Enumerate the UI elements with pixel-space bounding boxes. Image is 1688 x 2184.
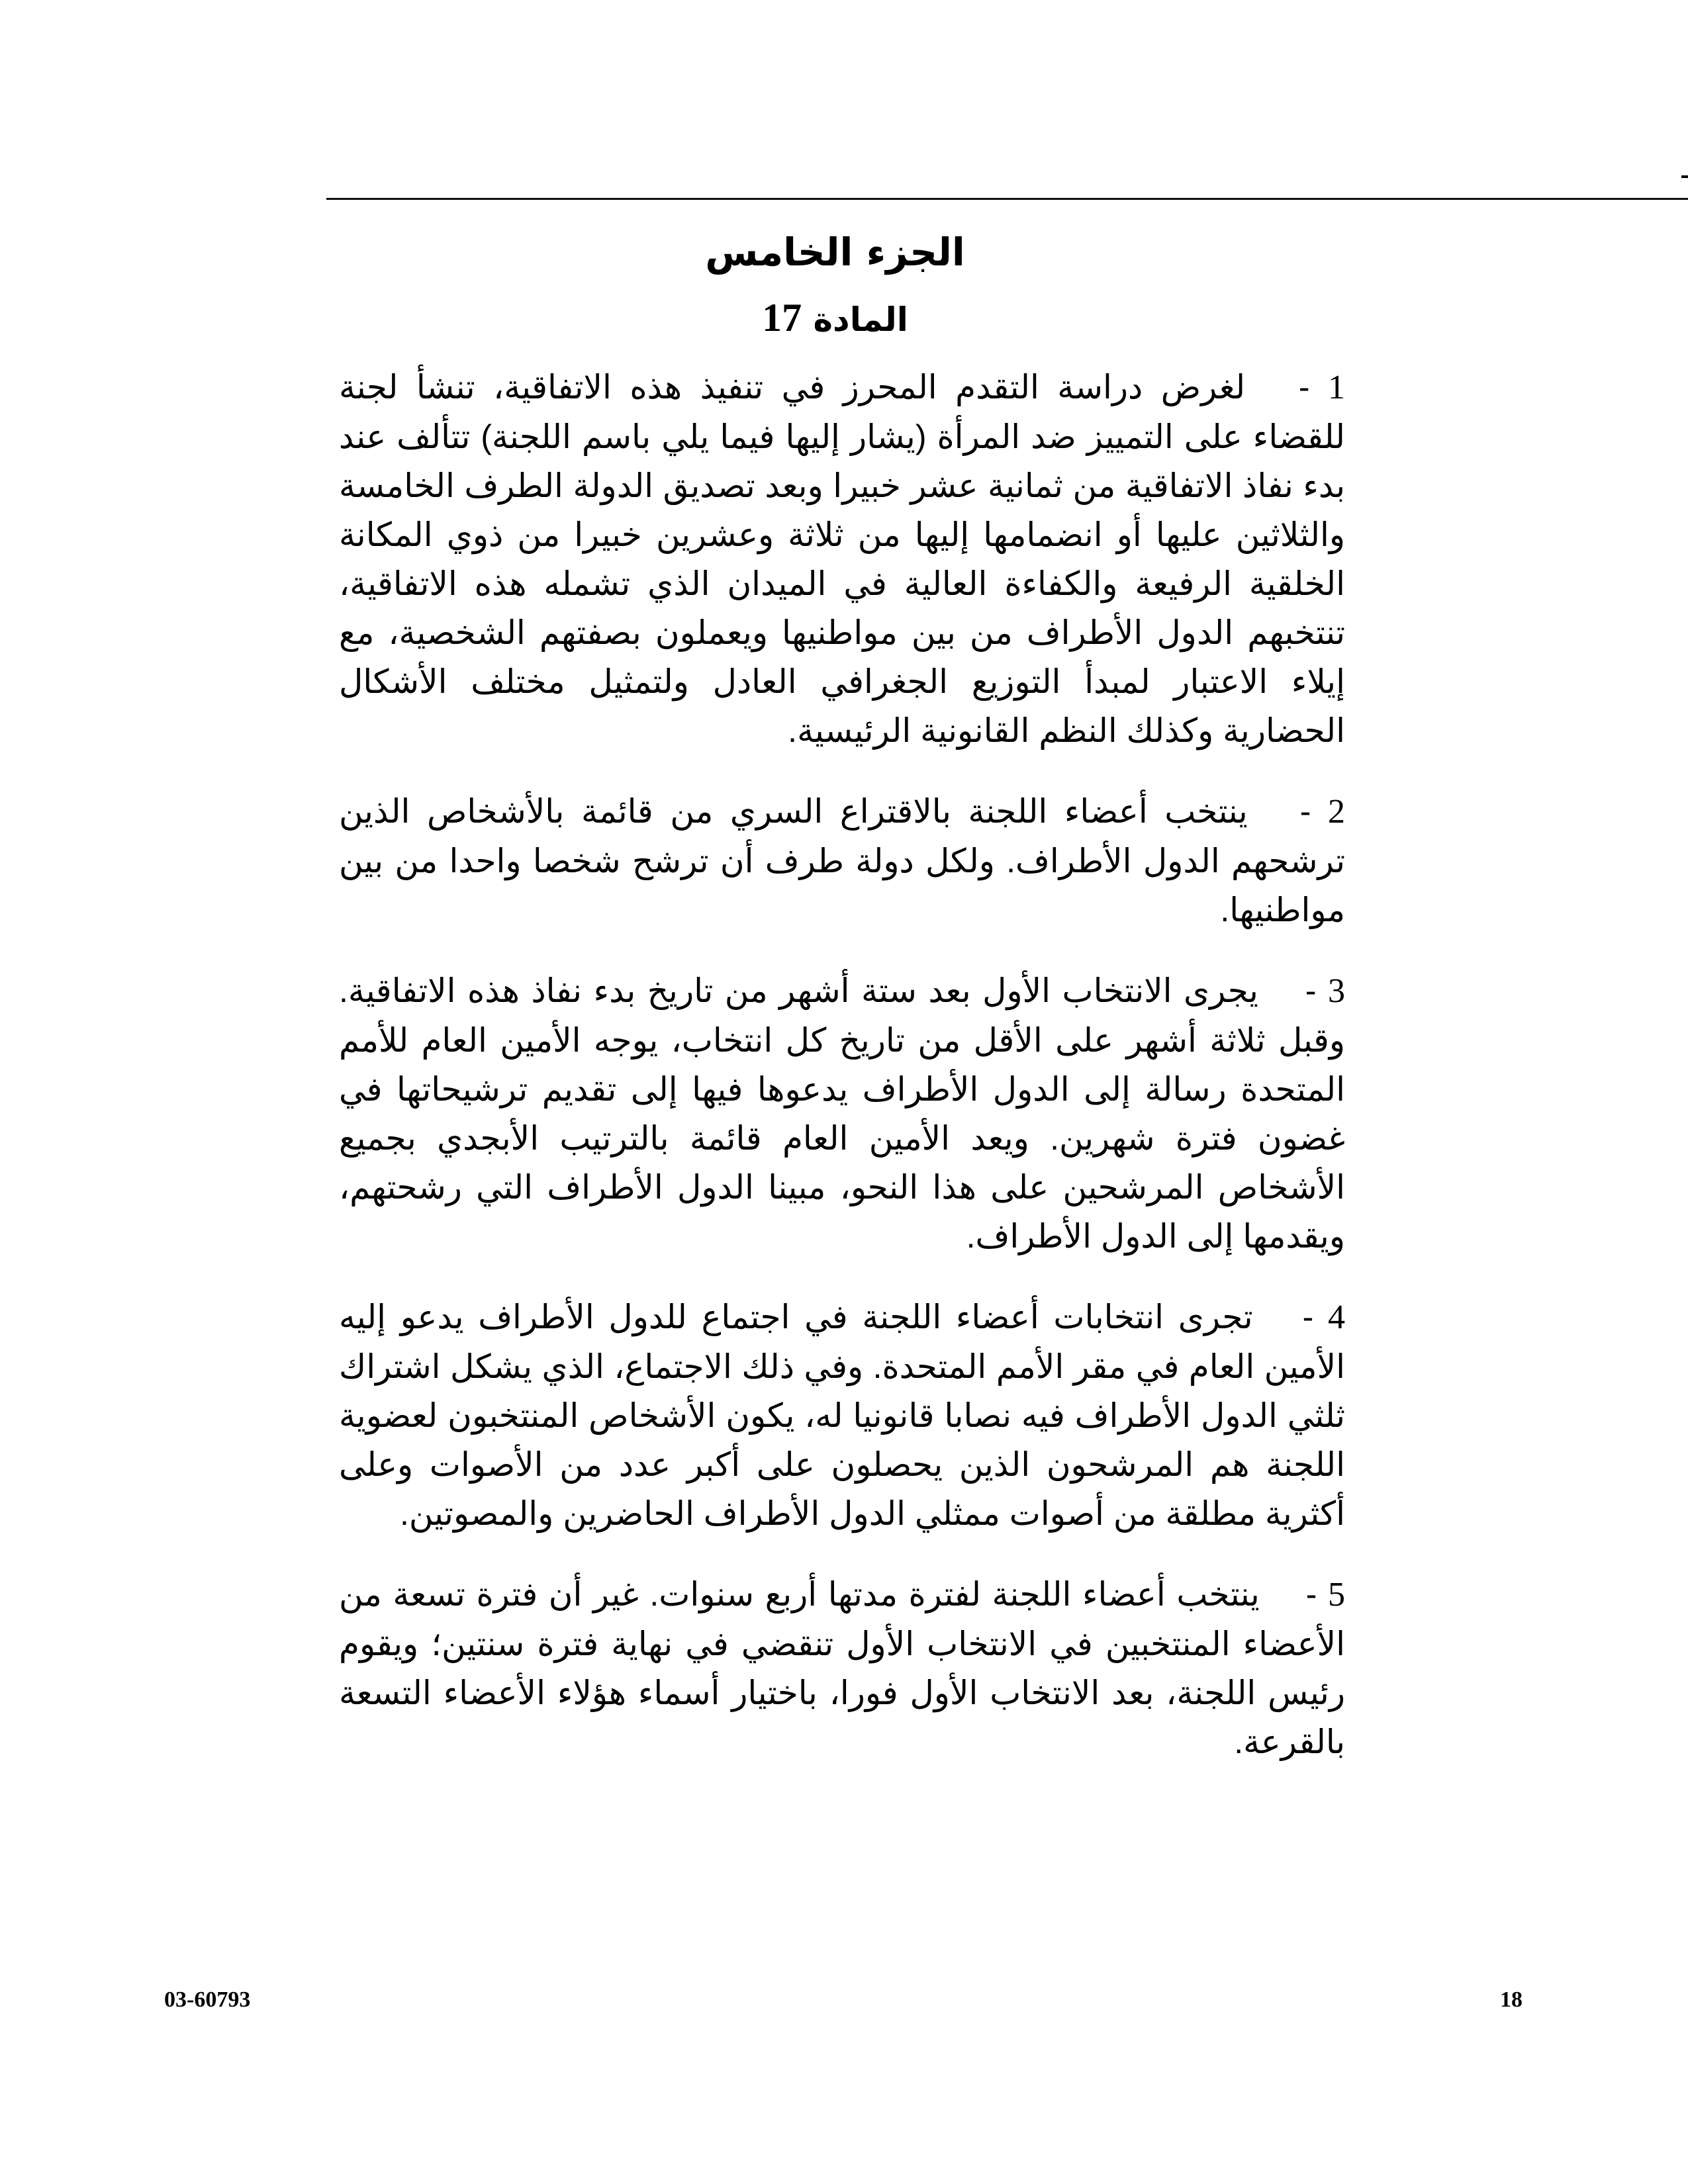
paragraph-number: 3: [1327, 972, 1345, 1010]
paragraph-number: 2: [1327, 793, 1345, 831]
article-label: المادة: [813, 300, 908, 339]
paragraph-1: [339, 363, 1345, 755]
paragraph-5: [339, 1570, 1345, 1766]
article-title: [326, 291, 1344, 346]
paragraph-separator: -: [1302, 1298, 1314, 1336]
paragraph-number: 4: [1328, 1298, 1345, 1336]
paragraph-4: [339, 1293, 1345, 1538]
paragraph-text: لغرض دراسة التقدم المحرز في تنفيذ هذه الاتفاقية، تنشأ لجنة للقضاء على التمييز ضد المرأة (يشار إليها فيما يلي باسم اللجنة) تتألف عند بدء نفاذ الاتفاقية من ثمانية عشر خبيرا وبعد تصديق الدولة الطرف الخامسة والثلاثين عليها أو انضمامها إليها من ثلاثة وعشرين خبيرا من ذوي المكانة الخلقية الرفيعة والكفاءة العالية في الميدان الذي تشمله هذه الاتفاقية، تنتخبهم الدول الأطراف من بين مواطنيها ويعملون بصفتهم الشخصية، مع إيلاء الاعتبار لمبدأ التوزيع الجغرافي العادل ولتمثيل مختلف الأشكال الحضارية وكذلك النظم القانونية الرئيسية.: [339, 369, 1345, 749]
paragraph-number: 1: [1327, 369, 1345, 406]
paragraph-3: [339, 966, 1345, 1261]
page-number: 18: [1500, 1987, 1523, 2012]
article-body: [339, 363, 1345, 1798]
paragraph-text: تجرى انتخابات أعضاء اللجنة في اجتماع للدول الأطراف يدعو إليه الأمين العام في مقر الأمم المتحدة. وفي ذلك الاجتماع، الذي يشكل اشتراك ثلثي الدول الأطراف فيه نصابا قانونيا له، يكون الأشخاص المنتخبون لعضوية اللجنة هم المرشحون الذين يحصلون على أكبر عدد من الأصوات وعلى أكثرية مطلقة من أصوات ممثلي الدول الأطراف الحاضرين والمصوتين.: [339, 1298, 1345, 1532]
header-rule-divider: [326, 198, 1688, 200]
paragraph-text: ينتخب أعضاء اللجنة بالاقتراع السري من قائمة بالأشخاص الذين ترشحهم الدول الأطراف. ولكل دولة طرف أن ترشح شخصا واحدا من بين مواطنيها.: [339, 793, 1345, 929]
paragraph-separator: -: [1305, 972, 1317, 1009]
paragraph-text: يجرى الانتخاب الأول بعد ستة أشهر من تاريخ بدء نفاذ هذه الاتفاقية. وقبل ثلاثة أشهر على الأقل من تاريخ كل انتخاب، يوجه الأمين العام للأمم المتحدة رسالة إلى الدول الأطراف يدعوها فيها إلى تقديم ترشيحاتها في غضون فترة شهرين. ويعد الأمين العام قائمة بالترتيب الأبجدي بجميع الأشخاص المرشحين على هذا النحو، مبينا الدول الأطراف التي رشحتهم، ويقدمها إلى الدول الأطراف.: [339, 972, 1345, 1255]
document-code: 03-60793: [164, 1987, 251, 2012]
paragraph-2: [339, 787, 1345, 934]
corner-mark: [1681, 175, 1688, 178]
paragraph-text: ينتخب أعضاء اللجنة لفترة مدتها أربع سنوات. غير أن فترة تسعة من الأعضاء المنتخبين في الانتخاب الأول تنقضي في نهاية فترة سنتين؛ ويقوم رئيس اللجنة، بعد الانتخاب الأول فورا، باختيار أسماء هؤلاء الأعضاء التسعة بالقرعة.: [339, 1576, 1345, 1760]
article-number: 17: [762, 296, 802, 340]
paragraph-separator: -: [1299, 793, 1311, 830]
paragraph-number: 5: [1327, 1576, 1345, 1614]
paragraph-separator: -: [1305, 1576, 1317, 1613]
part-title: الجزء الخامس: [705, 230, 965, 275]
paragraph-separator: -: [1298, 369, 1310, 406]
